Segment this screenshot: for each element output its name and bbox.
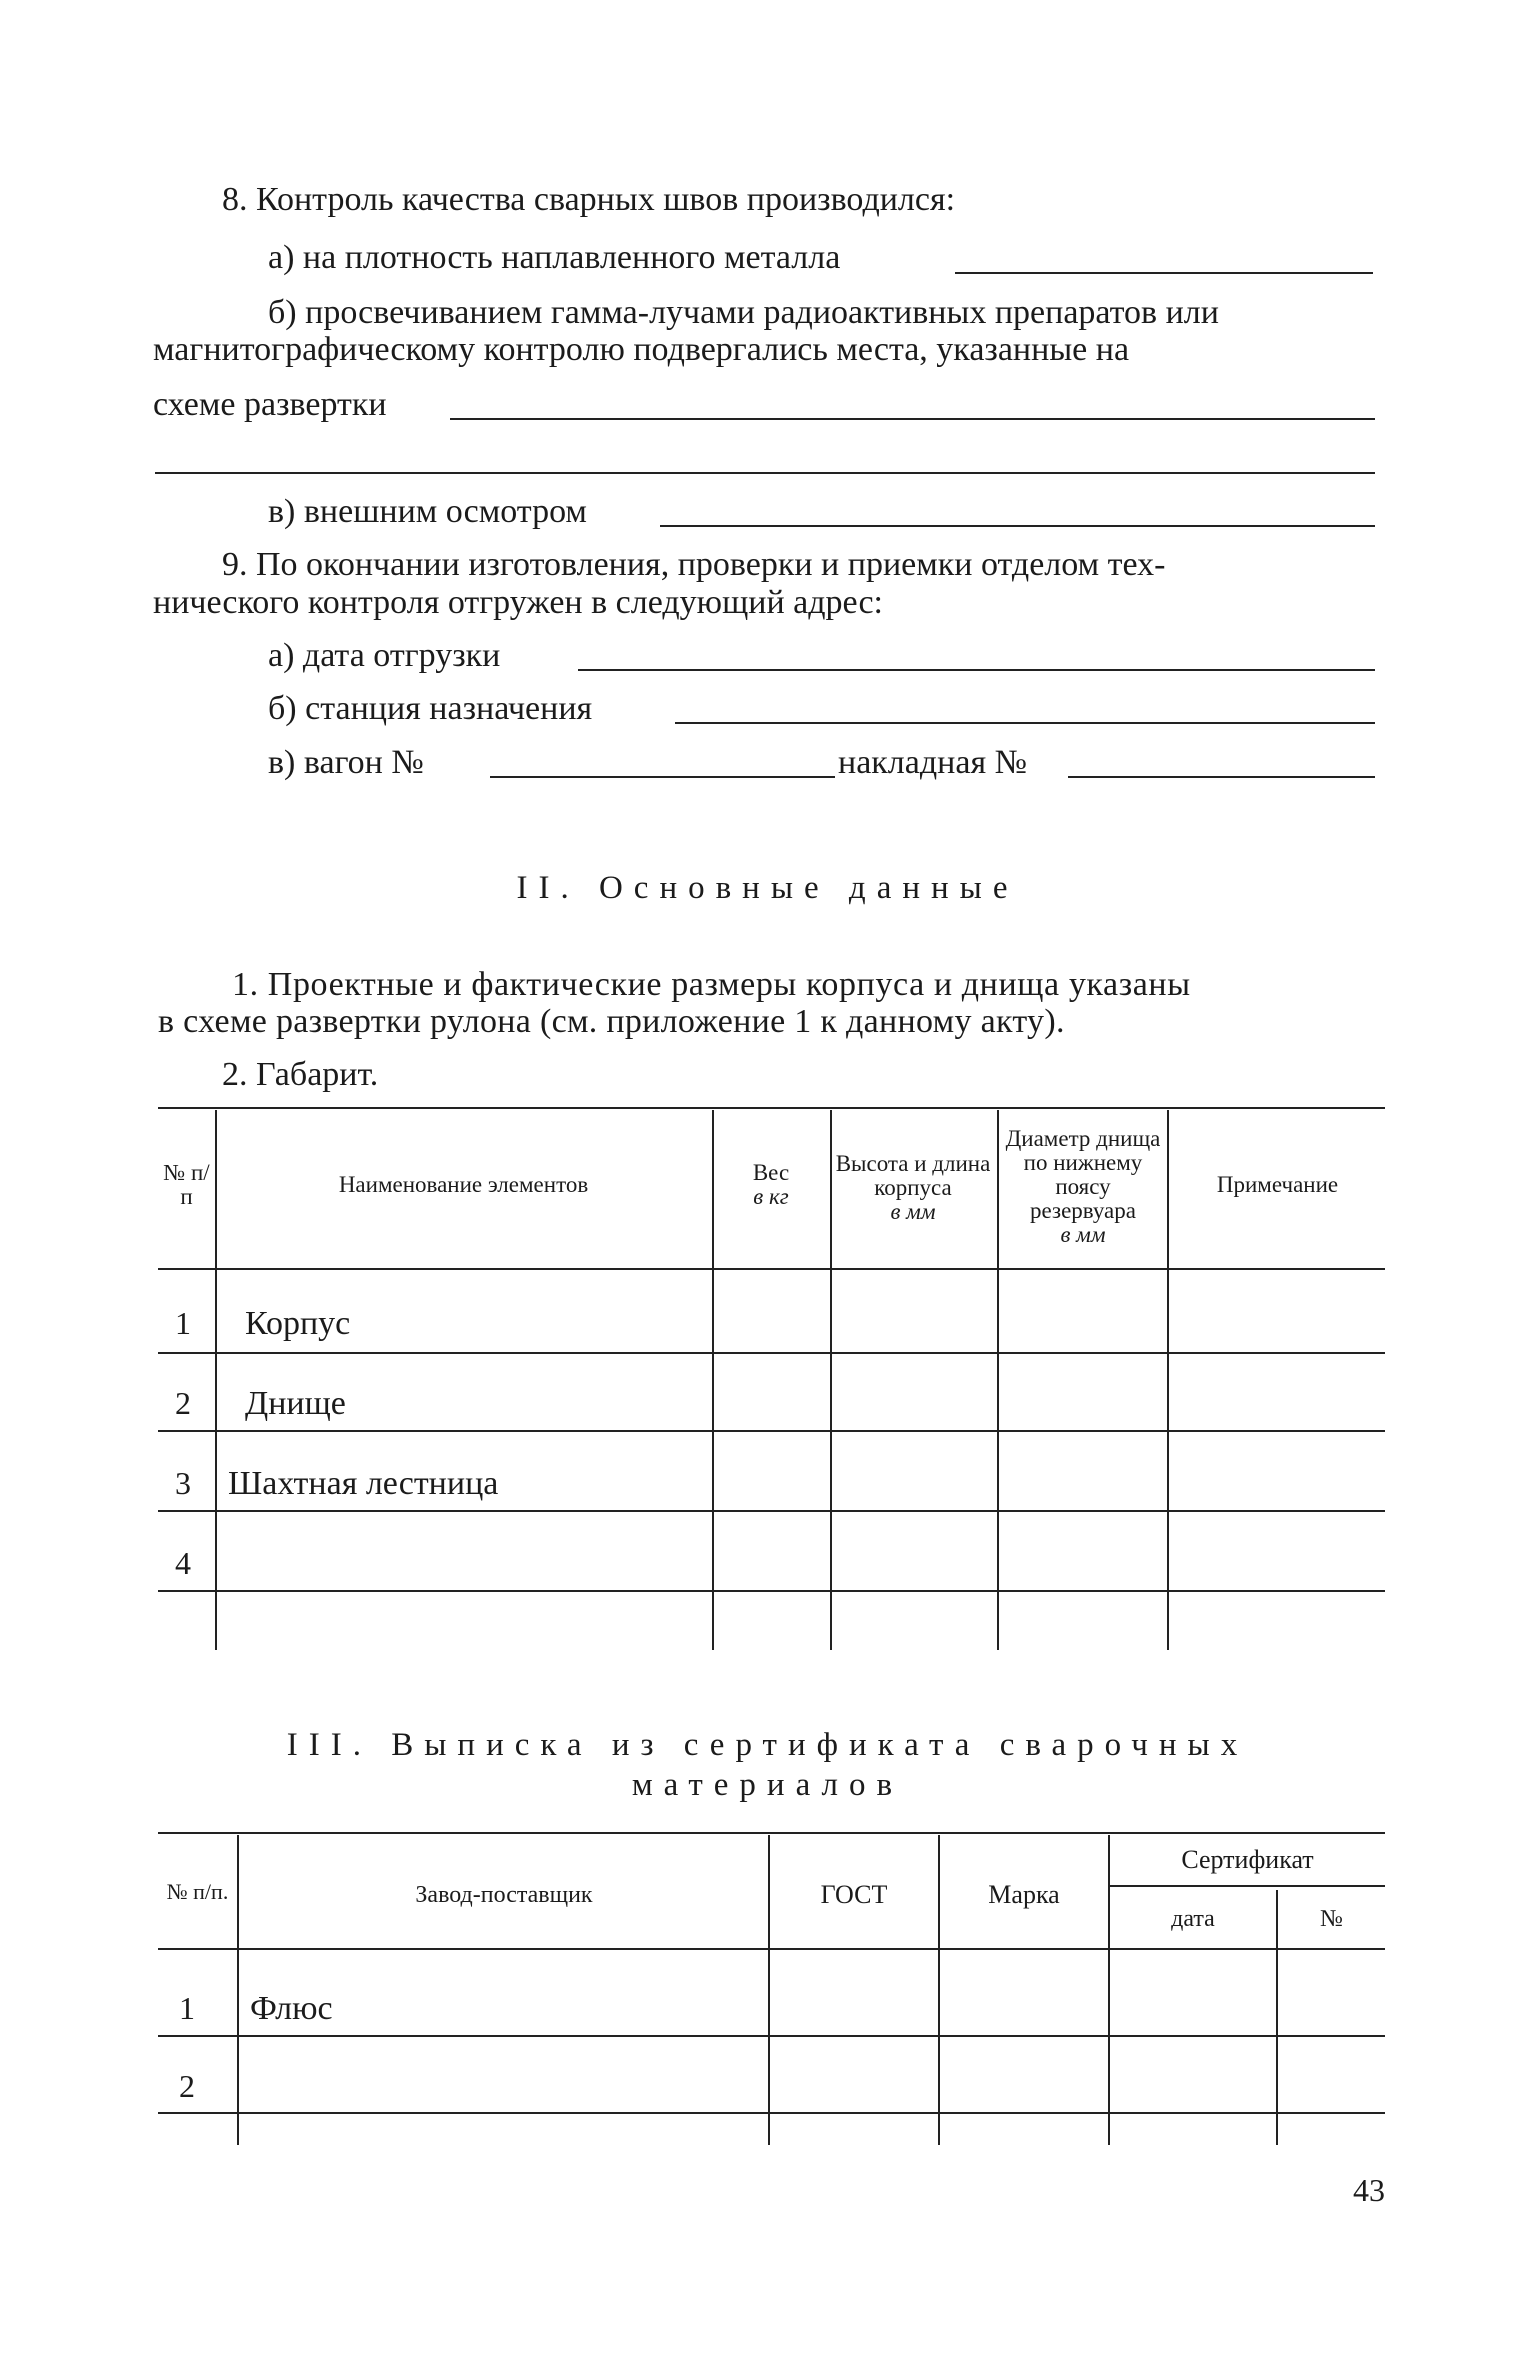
- page-number: 43: [1353, 2172, 1385, 2208]
- item-8b-line3: схеме развертки: [153, 386, 387, 423]
- section-3-heading-line2: материалов: [631, 1767, 904, 1803]
- item-9v-waybill: накладная №: [838, 744, 1028, 781]
- item-9b: б) станция назначения: [268, 690, 593, 727]
- item-8b-line1: б) просвечиванием гамма-лучами радиоактивных препаратов или: [268, 294, 1219, 331]
- col-header-weight: [712, 1135, 830, 1235]
- col-header-no: № п/п: [163, 1160, 210, 1209]
- section-2-p1-line2: в схеме развертки рулона (см. приложение 1 к данному акту).: [158, 1003, 1065, 1040]
- item-8a: а) на плотность наплавленного металла: [268, 239, 841, 276]
- item-8a-field[interactable]: [955, 272, 1373, 274]
- cert-col-header-gost: ГОСТ: [820, 1880, 888, 1909]
- item-8v: в) внешним осмотром: [268, 493, 587, 530]
- table-row-number: 2: [175, 1385, 191, 1421]
- item-8b-line2: магнитографическому контролю подвергались места, указанные на: [153, 331, 1130, 368]
- col-header-height: [833, 1128, 993, 1248]
- cert-col-header-supplier: Завод-поставщик: [415, 1882, 593, 1908]
- section-2-p2: 2. Габарит.: [222, 1056, 379, 1093]
- section-2-p1-line1: 1. Проектные и фактические размеры корпуса и днища указаны: [232, 966, 1191, 1003]
- col-header-height-b: в мм: [890, 1199, 936, 1224]
- section-2-heading: II. Основные данные: [516, 870, 1019, 906]
- item-9v-waybill-field[interactable]: [1068, 776, 1375, 778]
- col-header-diameter-b: в мм: [1060, 1222, 1106, 1247]
- col-header-weight-b: в кг: [753, 1184, 789, 1209]
- item-9-line2: нического контроля отгружен в следующий адрес:: [153, 584, 884, 621]
- item-9a-field[interactable]: [578, 669, 1375, 671]
- item-9b-field[interactable]: [675, 722, 1375, 724]
- cert-col-header-mark: Марка: [988, 1880, 1060, 1909]
- section-3-heading-line1: III. Выписка из сертификата сварочных: [286, 1727, 1249, 1763]
- table-row-number: 3: [175, 1465, 191, 1501]
- table-row-name: Корпус: [245, 1305, 351, 1342]
- item-9-line1: 9. По окончании изготовления, проверки и приемки отделом тех-: [222, 546, 1166, 583]
- item-8b-field-2[interactable]: [155, 472, 1375, 474]
- col-header-weight-a: Вес: [752, 1160, 790, 1185]
- col-header-name: Наименование элементов: [338, 1172, 589, 1197]
- item-8v-field[interactable]: [660, 525, 1375, 527]
- item-9v: в) вагон №: [268, 744, 424, 781]
- table-row-number: 1: [179, 1990, 195, 2026]
- cert-col-header-date: дата: [1171, 1906, 1215, 1932]
- cert-col-header-number: №: [1320, 1906, 1343, 1932]
- cert-col-header-certificate: Сертификат: [1181, 1845, 1314, 1874]
- col-header-note: Примечание: [1216, 1172, 1339, 1197]
- col-header-diameter: [1000, 1108, 1166, 1266]
- item-8: 8. Контроль качества сварных швов производился:: [222, 181, 956, 218]
- table-row-number: 2: [179, 2068, 195, 2104]
- table-row-name: Шахтная лестница: [228, 1465, 499, 1502]
- table-row-number: 4: [175, 1545, 191, 1581]
- table-row-name: Флюс: [250, 1990, 333, 2027]
- col-header-diameter-a: Диаметр днища по нижнему поясу резервуара: [1005, 1126, 1161, 1223]
- item-9v-wagon-field[interactable]: [490, 776, 835, 778]
- col-header-height-a: Высота и длина корпуса: [835, 1151, 991, 1200]
- cert-col-header-no: № п/п.: [166, 1879, 229, 1904]
- table-row-name: Днище: [245, 1385, 346, 1422]
- item-8b-field[interactable]: [450, 418, 1375, 420]
- table-row-number: 1: [175, 1305, 191, 1341]
- item-9a: а) дата отгрузки: [268, 637, 501, 674]
